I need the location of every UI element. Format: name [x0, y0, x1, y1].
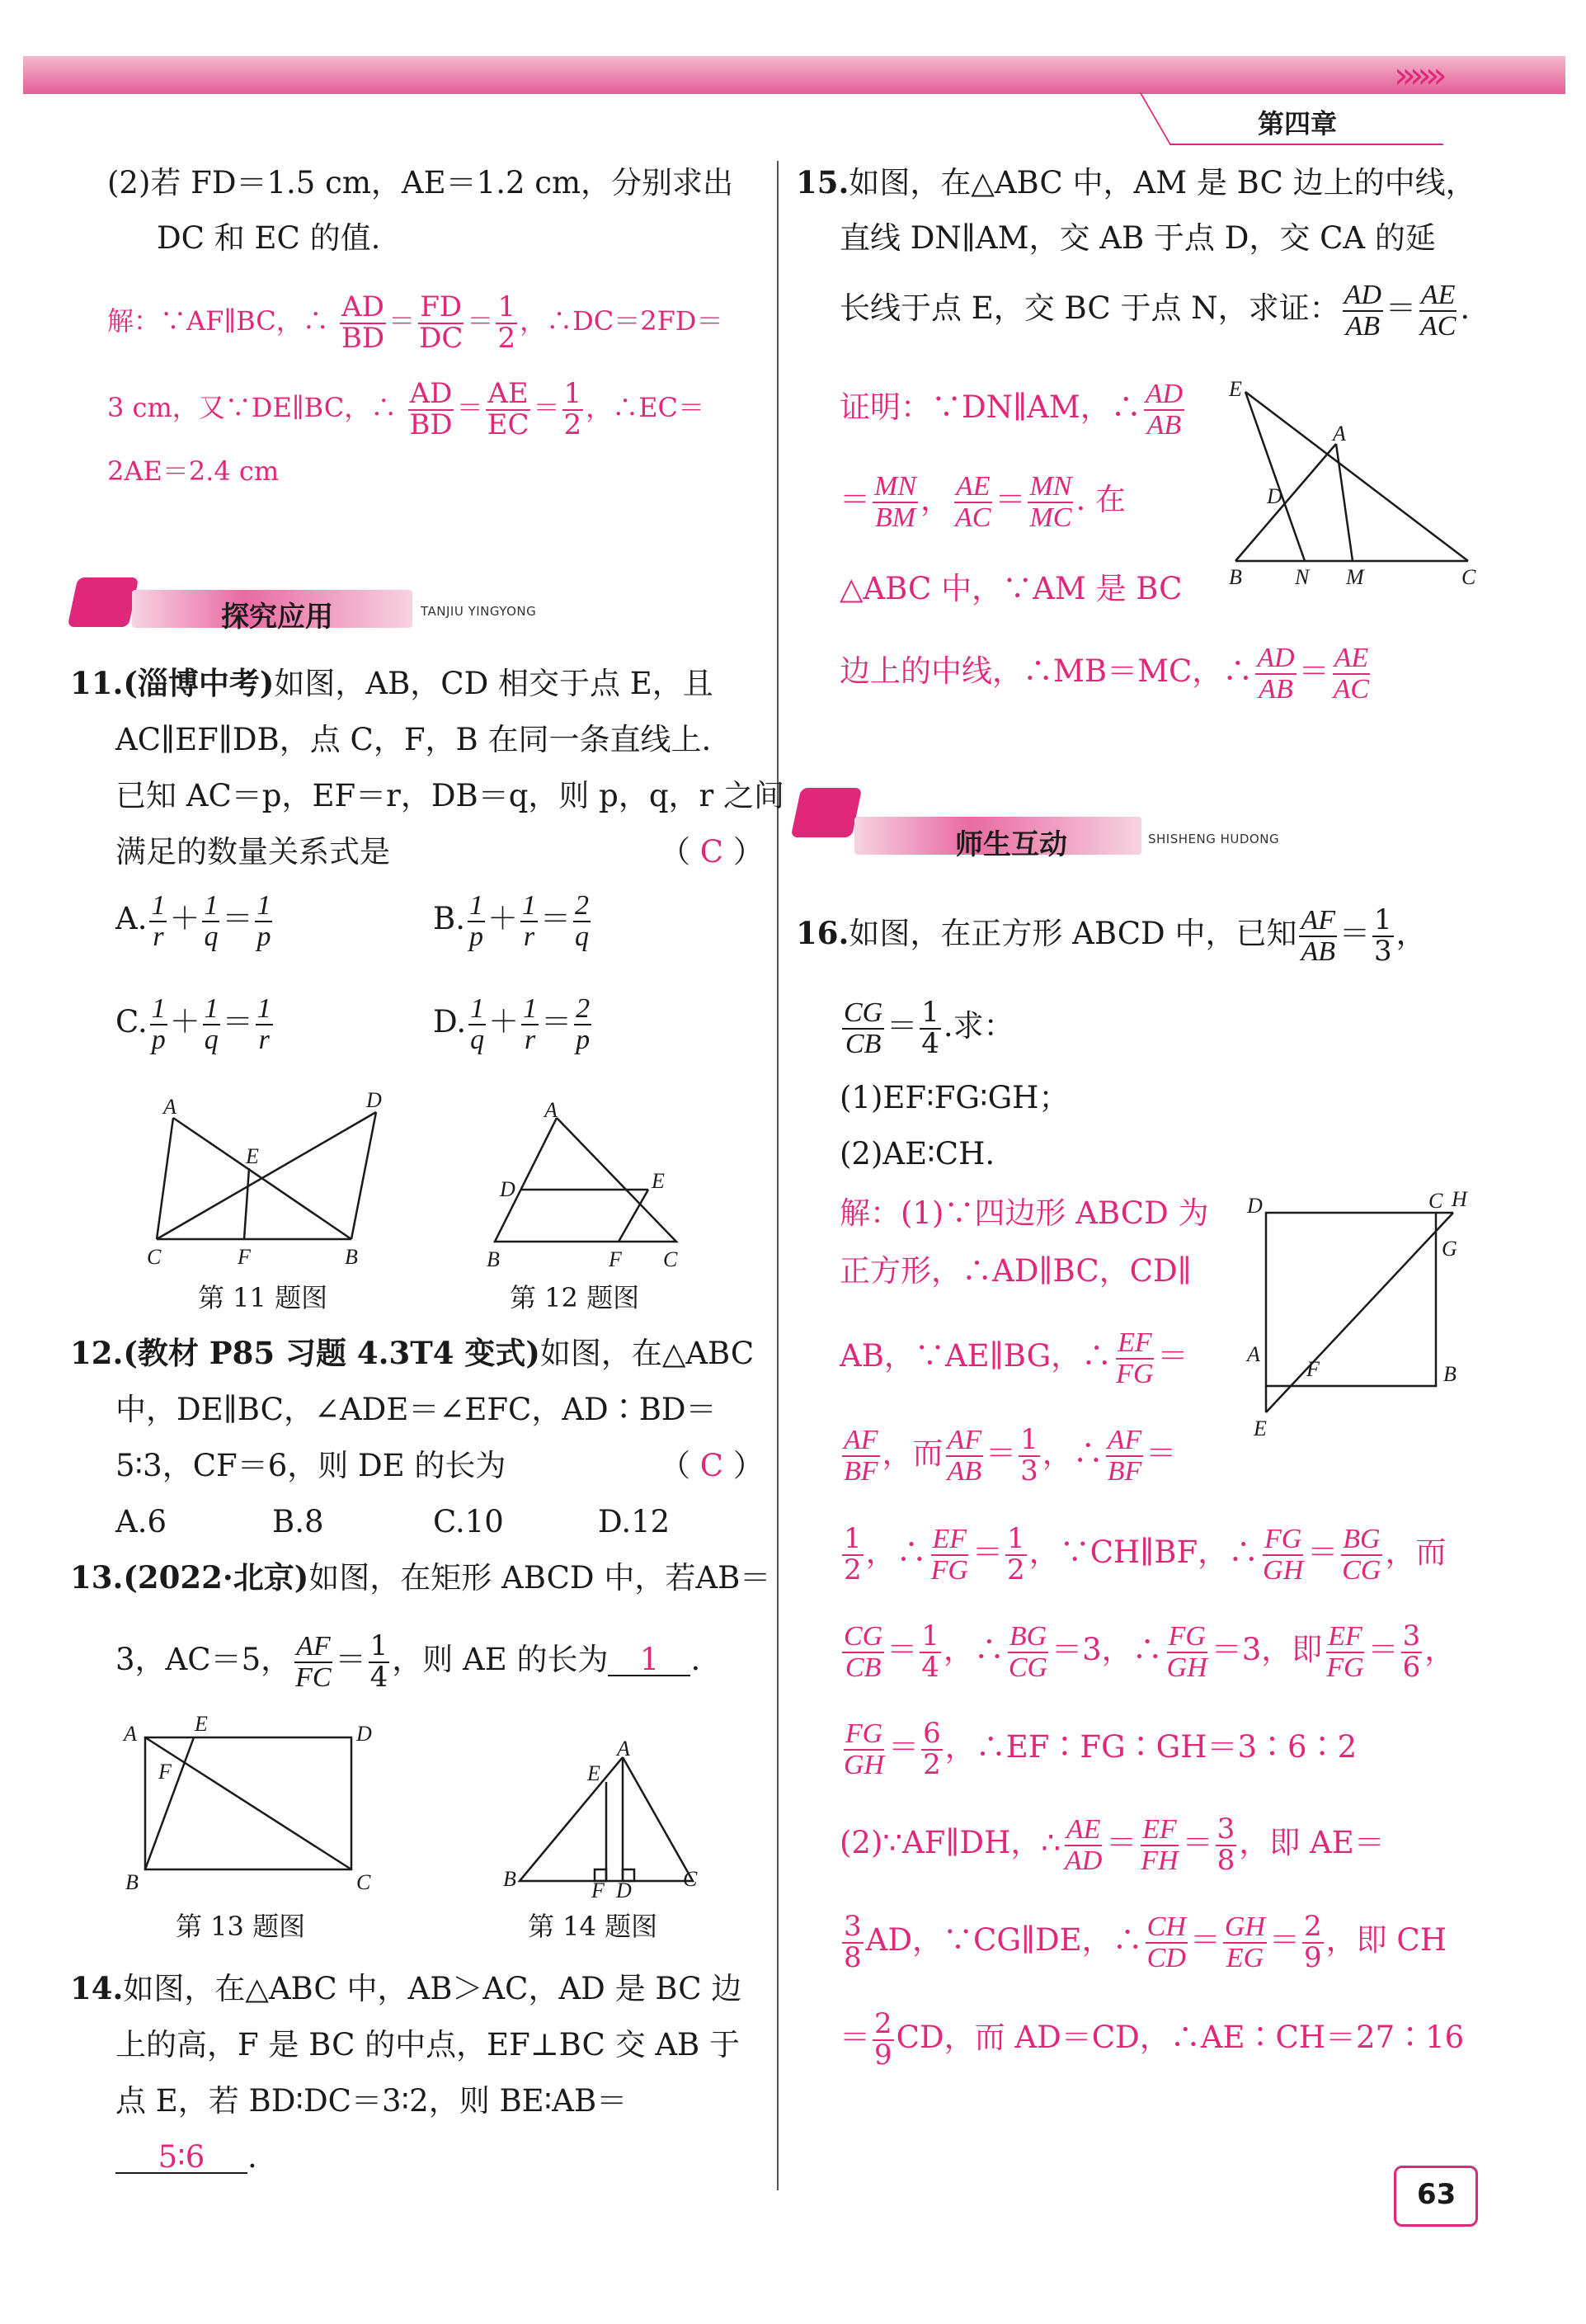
fig12-label-d: D	[500, 1177, 515, 1201]
q16-sol-line3: AB，∵AE∥BG，∴ $\frac{EF}{FG}$ ＝	[840, 1327, 1188, 1389]
fig15-label-d: D	[1267, 484, 1282, 508]
column-divider	[777, 161, 779, 2190]
q16-sol-line2: 正方形，∴AD∥BC，CD∥	[840, 1253, 1192, 1289]
fig15-label-c: C	[1461, 565, 1476, 586]
q16-sol-line6: $\frac{CG}{CB}$ ＝ $\frac{1}{4}$ ，∴ $\frac{BG}{CG}$ ＝3，∴ $\frac{FG}{GH}$ ＝3，即 $\frac{EF}{FG}$ ＝ $\frac{3}{6}$ ，	[844, 1619, 1456, 1684]
header-band	[23, 56, 1565, 94]
chapter-label: 第四章	[1258, 108, 1338, 139]
q15-line1: 15.如图，在△ABC 中，AM 是 BC 边上的中线，	[796, 164, 1476, 200]
fig14-label-b: B	[503, 1867, 516, 1891]
fig11-caption: 第 11 题图	[198, 1282, 328, 1313]
fig16-label-a: A	[1247, 1342, 1260, 1366]
q10-part2-line1: (2)若 FD＝1.5 cm，AE＝1.2 cm，分别求出	[107, 165, 734, 200]
q13-answer-blank: 1	[608, 1644, 690, 1676]
fig12-label-e: E	[652, 1169, 665, 1193]
fig12-caption: 第 12 题图	[510, 1282, 640, 1313]
section1-title: 探究应用	[221, 601, 333, 634]
section2-subtitle: SHISHENG HUDONG	[1148, 832, 1280, 846]
q14-answer-blank: 5∶6	[115, 2142, 247, 2174]
q10-solution-line2: 3 cm，又∵DE∥BC，∴ $\frac{AD}{BD}$ ＝ $\frac{AE}{EC}$ ＝ $\frac{1}{2}$ ，∴EC＝	[107, 377, 704, 441]
figure-13	[115, 1708, 379, 1897]
fig11-label-e: E	[246, 1144, 259, 1168]
q13-line1: 13.(2022·北京)如图，在矩形 ABCD 中，若AB＝	[70, 1559, 771, 1596]
q11-answer: （ C ）	[660, 834, 764, 870]
fig15-label-a: A	[1333, 422, 1346, 445]
fig11-label-d: D	[366, 1088, 382, 1112]
q16-part1: (1)EF∶FG∶GH；	[840, 1080, 1070, 1115]
section1-pen-icon	[68, 577, 139, 627]
fig12-label-f: F	[609, 1247, 622, 1271]
q12-line3: 5∶3，CF＝6，则 DE 的长为	[115, 1448, 506, 1483]
q10-solution-line3: 2AE＝2.4 cm	[107, 455, 280, 487]
page-number: 63	[1417, 2178, 1457, 2211]
fig14-label-a: A	[617, 1741, 630, 1761]
figure-16	[1237, 1188, 1476, 1444]
q11-line1: 11.(淄博中考)如图，AB，CD 相交于点 E，且	[70, 665, 713, 701]
figure-15	[1221, 371, 1493, 586]
fig16-label-e: E	[1254, 1417, 1267, 1440]
fig11-label-c: C	[147, 1245, 162, 1269]
fig16-label-g: G	[1442, 1237, 1457, 1261]
fig15-label-e: E	[1229, 377, 1242, 401]
q16-sol-line10: ＝ $\frac{2}{9}$ CD，而 AD＝CD，∴AE∶CH＝27∶16	[840, 2007, 1465, 2072]
q15-proof-line4: 边上的中线，∴MB＝MC，∴ $\frac{AD}{AB}$ ＝ $\frac{AE}{AC}$	[840, 643, 1370, 705]
fig12-label-b: B	[487, 1247, 500, 1271]
q14-line1: 14.如图，在△ABC 中，AB＞AC，AD 是 BC 边	[70, 1970, 742, 2006]
fig15-label-m: M	[1346, 565, 1364, 586]
q16-line1: 16.如图，在正方形 ABCD 中，已知 $\frac{AF}{AB}$ ＝ $\frac{1}{3}$ ，	[796, 903, 1427, 968]
header-chevrons: »»»	[1394, 54, 1441, 97]
fig15-label-b: B	[1229, 565, 1242, 586]
fig13-label-f: F	[158, 1760, 172, 1784]
q16-sol-line9: $\frac{3}{8}$ AD，∵CG∥DE，∴ $\frac{CH}{CD}$ ＝ $\frac{GH}{EG}$ ＝ $\frac{2}{9}$ ，即 CH	[844, 1910, 1447, 1974]
fig13-label-d: D	[356, 1722, 372, 1746]
q14-line3: 点 E，若 BD∶DC＝3∶2，则 BE∶AB＝	[115, 2083, 628, 2119]
q15-proof-line2: ＝ $\frac{MN}{BM}$ ， $\frac{AE}{AC}$ ＝ $\frac{MN}{MC}$ . 在	[840, 471, 1126, 533]
q16-sol-line5: $\frac{1}{2}$ ，∴ $\frac{EF}{FG}$ ＝ $\frac{1}{2}$ ，∵CH∥BF，∴ $\frac{FG}{GH}$ ＝ $\frac{BG}{CG}$ ，而	[844, 1522, 1447, 1586]
q13-line2: 3，AC＝5， $\frac{AF}{FC}$ ＝ $\frac{1}{4}$ ，则 AE 的长为 1 .	[115, 1629, 701, 1694]
q12-line2: 中，DE∥BC，∠ADE＝∠EFC，AD∶BD＝	[115, 1392, 717, 1427]
q16-line2: $\frac{CG}{CB}$ ＝ $\frac{1}{4}$ .求：	[844, 996, 1014, 1060]
q15-line3: 长线于点 E，交 BC 于点 N，求证： $\frac{AD}{AB}$ ＝ $\frac{AE}{AC}$ .	[840, 280, 1471, 342]
q12-option-d: D.12	[598, 1504, 671, 1539]
fig15-label-n: N	[1295, 565, 1310, 586]
fig14-label-f: F	[591, 1879, 605, 1897]
q16-sol-line8: (2)∵AF∥DH，∴ $\frac{AE}{AD}$ ＝ $\frac{EF}{FH}$ ＝ $\frac{3}{8}$ ，即 AE＝	[840, 1813, 1385, 1877]
figure-14	[495, 1741, 709, 1897]
fig12-label-a: A	[544, 1098, 558, 1122]
fig14-label-d: D	[616, 1879, 632, 1897]
q15-line2: 直线 DN∥AM，交 AB 于点 D，交 CA 的延	[840, 220, 1436, 256]
figure-12	[487, 1097, 701, 1279]
fig16-label-h: H	[1452, 1188, 1467, 1211]
q12-answer: （ C ）	[660, 1448, 764, 1483]
fig16-label-d: D	[1247, 1194, 1263, 1218]
fig16-label-b: B	[1443, 1362, 1457, 1386]
fig14-label-c: C	[683, 1867, 698, 1891]
q11-option-c: C. $\frac{1}{p}$ ＋ $\frac{1}{q}$ ＝ $\frac{1}{r}$	[115, 993, 271, 1055]
fig13-label-b: B	[125, 1870, 139, 1894]
q12-option-a: A.6	[115, 1504, 167, 1539]
fig13-label-c: C	[356, 1870, 371, 1894]
fig14-label-e: E	[587, 1761, 600, 1785]
section2-title: 师生互动	[955, 828, 1067, 861]
q16-sol-line7: $\frac{FG}{GH}$ ＝ $\frac{6}{2}$ ，∴EF∶FG∶GH＝3∶6∶2	[844, 1717, 1358, 1781]
q12-option-c: C.10	[433, 1504, 504, 1539]
q16-sol-line4: $\frac{AF}{BF}$ ，而 $\frac{AF}{AB}$ ＝ $\frac{1}{3}$ ，∴ $\frac{AF}{BF}$ ＝	[844, 1423, 1177, 1487]
fig14-caption: 第 14 题图	[528, 1911, 658, 1942]
section1-subtitle: TANJIU YINGYONG	[421, 604, 537, 619]
fig11-label-b: B	[345, 1245, 358, 1269]
q16-part2: (2)AE∶CH.	[840, 1136, 995, 1171]
q11-option-a: A. $\frac{1}{r}$ ＋ $\frac{1}{q}$ ＝ $\frac{1}{p}$	[115, 890, 271, 952]
q15-proof-line1: 证明：∵DN∥AM，∴ $\frac{AD}{AB}$	[840, 379, 1184, 441]
q12-line1: 12.(教材 P85 习题 4.3T4 变式)如图，在△ABC	[70, 1335, 755, 1371]
q11-option-d: D. $\frac{1}{q}$ ＋ $\frac{1}{r}$ ＝ $\frac{2}{p}$	[433, 993, 591, 1055]
q10-part2-line2: DC 和 EC 的值.	[157, 220, 381, 256]
fig11-label-f: F	[238, 1245, 251, 1269]
q15-proof-line3: △ABC 中，∵AM 是 BC	[840, 571, 1183, 606]
fig11-label-a: A	[163, 1095, 176, 1119]
fig16-label-f: F	[1306, 1357, 1320, 1381]
figure-11	[140, 1081, 404, 1270]
fig13-label-e: E	[195, 1712, 208, 1736]
q11-option-b: B. $\frac{1}{p}$ ＋ $\frac{1}{r}$ ＝ $\frac{2}{q}$	[433, 890, 589, 952]
q14-answer-line: 5∶6 .	[115, 2142, 257, 2174]
q11-line2: AC∥EF∥DB，点 C，F，B 在同一条直线上.	[115, 722, 712, 757]
q12-option-b: B.8	[272, 1504, 324, 1539]
q16-sol-line1: 解：(1)∵四边形 ABCD 为	[840, 1195, 1209, 1231]
fig13-caption: 第 13 题图	[176, 1911, 306, 1942]
q11-line3: 已知 AC＝p，EF＝r，DB＝q，则 p，q，r 之间	[115, 778, 784, 813]
q11-line4: 满足的数量关系式是	[115, 834, 390, 870]
section2-pen-icon	[791, 788, 863, 837]
q14-line2: 上的高，F 是 BC 的中点，EF⊥BC 交 AB 于	[115, 2027, 740, 2062]
fig12-label-c: C	[663, 1247, 678, 1271]
fig13-label-a: A	[124, 1722, 137, 1746]
q10-solution-line1: 解：∵AF∥BC，∴ $\frac{AD}{BD}$ ＝ $\frac{FD}{DC}$ ＝ $\frac{1}{2}$ ，∴DC＝2FD＝	[107, 290, 723, 355]
fig16-label-c: C	[1428, 1189, 1443, 1213]
